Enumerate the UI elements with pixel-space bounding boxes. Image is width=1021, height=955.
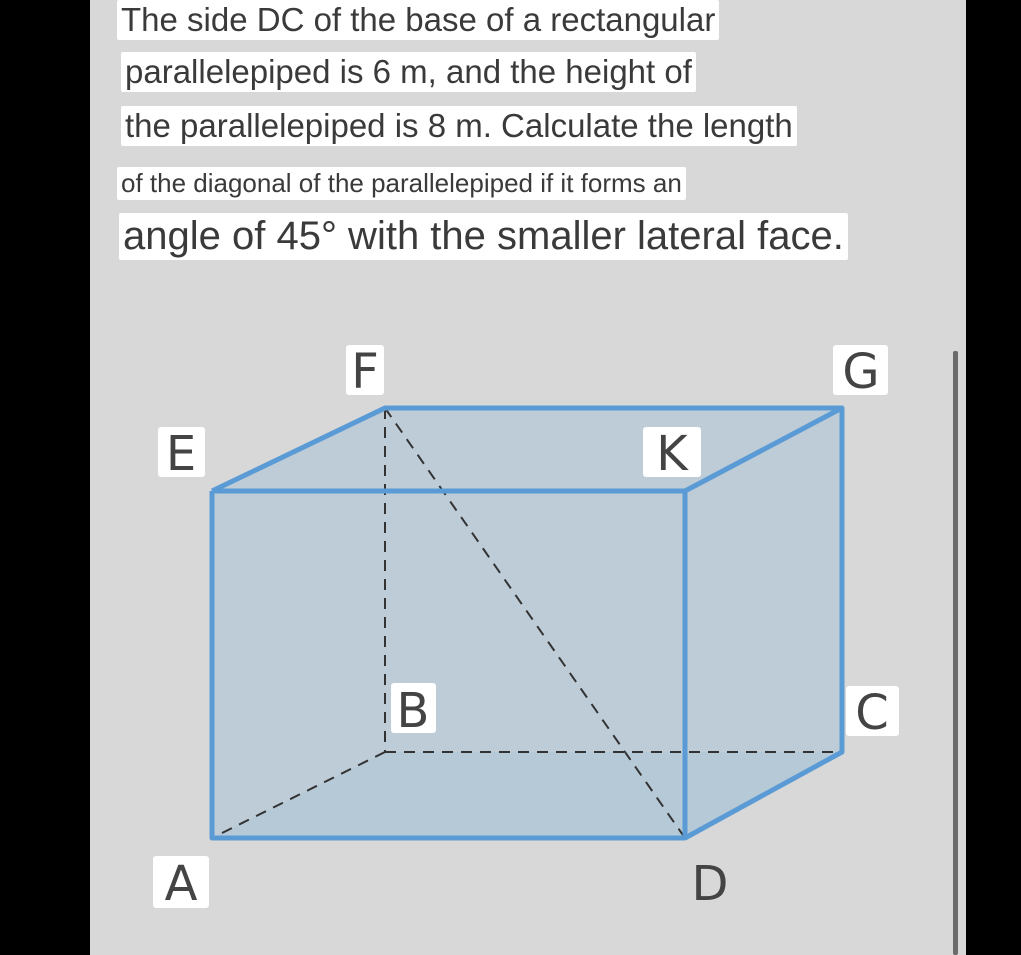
vertex-label-k: K	[656, 426, 688, 482]
vertex-label-c: C	[855, 685, 889, 741]
vertex-label-f: F	[351, 344, 379, 400]
problem-line-4: of the diagonal of the parallelepiped if it forms an	[117, 167, 686, 200]
problem-line-2: parallelepiped is 6 m, and the height of	[121, 52, 696, 92]
problem-line-3: the parallelepiped is 8 m. Calculate the length	[121, 106, 797, 146]
vertex-label-d: D	[691, 856, 729, 912]
vertex-label-g: G	[842, 344, 880, 400]
scrollbar[interactable]	[953, 351, 958, 955]
faces	[212, 408, 842, 838]
problem-line-5: angle of 45° with the smaller lateral face.	[119, 213, 848, 260]
vertex-label-b: B	[396, 683, 430, 739]
vertex-label-a: A	[164, 856, 198, 912]
problem-line-1: The side DC of the base of a rectangular	[117, 0, 719, 40]
vertex-label-e: E	[165, 426, 197, 482]
